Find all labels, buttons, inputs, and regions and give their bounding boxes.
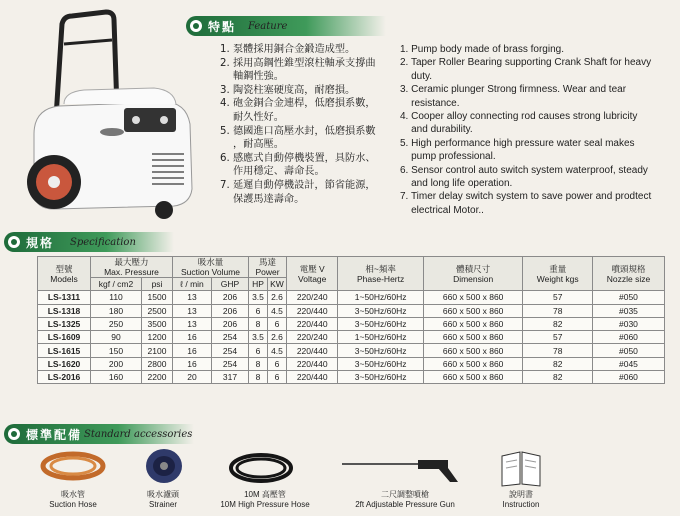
th-pressure: 最大壓力 Max. Pressure bbox=[91, 257, 173, 278]
table-cell: #045 bbox=[592, 357, 664, 370]
th-nozzle: 噴頭規格 Nozzle size bbox=[592, 257, 664, 291]
table-cell: 220/240 bbox=[287, 331, 338, 344]
spec-header bbox=[4, 232, 174, 252]
th-weight: 重量 Weight kgs bbox=[523, 257, 592, 291]
feature-line: 保護馬達壽命。 bbox=[220, 193, 305, 205]
spec-title-en: Specification bbox=[70, 237, 136, 248]
th-models: 型號 Models bbox=[38, 257, 91, 291]
table-cell: LS-2016 bbox=[38, 371, 91, 384]
table-row bbox=[38, 371, 665, 384]
table-cell: 16 bbox=[173, 357, 212, 370]
table-cell: 220/440 bbox=[287, 357, 338, 370]
feature-line: duty. bbox=[400, 70, 433, 82]
bullet-icon bbox=[190, 20, 202, 32]
table-cell: 6 bbox=[268, 317, 287, 330]
table-cell: 6 bbox=[249, 344, 268, 357]
th-power: 馬達 Power bbox=[249, 257, 287, 278]
table-cell: 82 bbox=[523, 357, 592, 370]
table-cell: 1500 bbox=[142, 291, 173, 304]
table-cell: 6 bbox=[268, 371, 287, 384]
table-cell: 254 bbox=[212, 357, 249, 370]
table-cell: 2200 bbox=[142, 371, 173, 384]
table-cell: 660 x 500 x 860 bbox=[423, 357, 523, 370]
table-cell: #035 bbox=[592, 304, 664, 317]
table-cell: 8 bbox=[249, 371, 268, 384]
feature-title-en: Feature bbox=[248, 21, 288, 32]
strainer-image bbox=[142, 446, 186, 486]
table-cell: 3.5 bbox=[249, 331, 268, 344]
table-cell: 2100 bbox=[142, 344, 173, 357]
table-cell: LS-1620 bbox=[38, 357, 91, 370]
table-cell: 20 bbox=[173, 371, 212, 384]
table-cell: 4.5 bbox=[268, 304, 287, 317]
accessory-high-pressure-hose: 10M 高壓管 10M High Pressure Hose bbox=[220, 490, 310, 509]
th-lmin: ℓ / min bbox=[173, 278, 212, 291]
feature-line: 1. 泵體採用銅合金鍛造成型。 bbox=[220, 44, 356, 55]
accessory-instruction: 說明書 Instruction bbox=[502, 490, 540, 509]
table-cell: #050 bbox=[592, 344, 664, 357]
features-zh-list bbox=[220, 43, 395, 206]
table-cell: 82 bbox=[523, 371, 592, 384]
table-cell: 16 bbox=[173, 344, 212, 357]
table-cell: 206 bbox=[212, 317, 249, 330]
table-cell: 13 bbox=[173, 291, 212, 304]
pressure-gun-image bbox=[338, 454, 468, 484]
spec-title-zh: 規格 bbox=[26, 236, 55, 250]
feature-line: 3. Ceramic plunger Strong firmness. Wear and tear bbox=[400, 84, 627, 96]
table-cell: 1~50Hz/60Hz bbox=[338, 331, 423, 344]
suction-hose-image bbox=[38, 448, 108, 488]
table-cell: #050 bbox=[592, 291, 664, 304]
table-cell: 220/440 bbox=[287, 371, 338, 384]
feature-line: 2. Taper Roller Bearing supporting Crank Shaft for heavy bbox=[400, 57, 652, 69]
table-cell: 660 x 500 x 860 bbox=[423, 304, 523, 317]
table-cell: 3.5 bbox=[249, 291, 268, 304]
feature-line: and durability. bbox=[400, 124, 473, 136]
table-cell: LS-1311 bbox=[38, 291, 91, 304]
feature-line: 7. 延遲自動停機設計，節省能源， bbox=[220, 179, 376, 191]
th-phase: 相~頻率 Phase-Hertz bbox=[338, 257, 423, 291]
accessories-header bbox=[4, 424, 194, 444]
table-cell: 82 bbox=[523, 317, 592, 330]
table-row bbox=[38, 344, 665, 357]
table-cell: LS-1615 bbox=[38, 344, 91, 357]
feature-header bbox=[186, 16, 386, 36]
features-en-list bbox=[400, 43, 675, 217]
table-row bbox=[38, 291, 665, 304]
table-cell: 1~50Hz/60Hz bbox=[338, 291, 423, 304]
feature-title-zh: 特點 bbox=[208, 20, 237, 34]
spec-table bbox=[37, 256, 665, 384]
table-cell: 160 bbox=[91, 371, 142, 384]
feature-line: electrical Motor.. bbox=[400, 204, 484, 216]
accessories-title-en: Standard accessories bbox=[84, 429, 193, 440]
feature-line: 6. 感應式自動停機裝置，具防水、 bbox=[220, 152, 376, 164]
table-cell: 13 bbox=[173, 317, 212, 330]
table-cell: 200 bbox=[91, 357, 142, 370]
table-cell: 2800 bbox=[142, 357, 173, 370]
table-cell: 317 bbox=[212, 371, 249, 384]
table-cell: 150 bbox=[91, 344, 142, 357]
feature-line: 7. Timer delay switch system to save power and prodtect bbox=[400, 191, 652, 203]
feature-line: 4. 砲金銅合金連桿，低磨損系數， bbox=[220, 98, 376, 110]
table-cell: 660 x 500 x 860 bbox=[423, 344, 523, 357]
feature-line: ，耐高壓。 bbox=[220, 139, 284, 151]
table-cell: 3~50Hz/60Hz bbox=[338, 371, 423, 384]
table-row bbox=[38, 331, 665, 344]
table-cell: 3~50Hz/60Hz bbox=[338, 344, 423, 357]
table-row bbox=[38, 317, 665, 330]
th-hp: HP bbox=[249, 278, 268, 291]
feature-line: 5. High performance high pressure water seal makes bbox=[400, 137, 635, 149]
table-cell: 254 bbox=[212, 331, 249, 344]
table-cell: 8 bbox=[249, 357, 268, 370]
table-cell: 13 bbox=[173, 304, 212, 317]
feature-line: resistance. bbox=[400, 97, 460, 109]
table-cell: 3~50Hz/60Hz bbox=[338, 317, 423, 330]
table-cell: 220/440 bbox=[287, 304, 338, 317]
table-cell: 220/440 bbox=[287, 344, 338, 357]
table-cell: 660 x 500 x 860 bbox=[423, 331, 523, 344]
feature-line: 5. 德國進口高壓水封，低磨損系數 bbox=[220, 125, 376, 137]
table-cell: 660 x 500 x 860 bbox=[423, 291, 523, 304]
table-cell: 660 x 500 x 860 bbox=[423, 317, 523, 330]
feature-line: 6. Sensor control auto switch system waterproof, steady bbox=[400, 164, 648, 176]
accessories-title-zh: 標準配備 bbox=[26, 428, 83, 442]
feature-line: and long life operation. bbox=[400, 178, 513, 190]
feature-line: 2. 採用高鋼性錐型滾柱軸承支撐曲 bbox=[220, 57, 376, 69]
th-kw: KW bbox=[268, 278, 287, 291]
feature-line: 軸鋼性強。 bbox=[220, 71, 284, 83]
table-cell: LS-1325 bbox=[38, 317, 91, 330]
table-row bbox=[38, 357, 665, 370]
instruction-manual-image bbox=[498, 448, 544, 488]
table-cell: #060 bbox=[592, 331, 664, 344]
table-cell: 206 bbox=[212, 304, 249, 317]
table-cell: 660 x 500 x 860 bbox=[423, 371, 523, 384]
accessory-suction-hose: 吸水管 Suction Hose bbox=[49, 490, 97, 509]
th-suction: 吸水量 Suction Volume bbox=[173, 257, 249, 278]
table-cell: 16 bbox=[173, 331, 212, 344]
table-cell: 6 bbox=[249, 304, 268, 317]
table-cell: LS-1609 bbox=[38, 331, 91, 344]
table-cell: 90 bbox=[91, 331, 142, 344]
table-cell: 2.6 bbox=[268, 331, 287, 344]
table-cell: 3~50Hz/60Hz bbox=[338, 304, 423, 317]
table-cell: 3~50Hz/60Hz bbox=[338, 357, 423, 370]
table-cell: 250 bbox=[91, 317, 142, 330]
high-pressure-hose-image bbox=[226, 448, 296, 488]
feature-line: 作用穩定、壽命長。 bbox=[220, 166, 325, 178]
th-gph: GHP bbox=[212, 278, 249, 291]
table-cell: 57 bbox=[523, 291, 592, 304]
table-cell: 180 bbox=[91, 304, 142, 317]
bullet-icon bbox=[8, 428, 20, 440]
th-psi: psi bbox=[142, 278, 173, 291]
table-cell: 78 bbox=[523, 344, 592, 357]
th-voltage: 電壓 V Voltage bbox=[287, 257, 338, 291]
table-cell: 2500 bbox=[142, 304, 173, 317]
table-cell: 6 bbox=[268, 357, 287, 370]
table-cell: 110 bbox=[91, 291, 142, 304]
table-cell: 1200 bbox=[142, 331, 173, 344]
table-cell: 8 bbox=[249, 317, 268, 330]
table-cell: 220/440 bbox=[287, 317, 338, 330]
feature-line: 4. Cooper alloy connecting rod causes strong lubricity bbox=[400, 111, 638, 123]
table-cell: 57 bbox=[523, 331, 592, 344]
feature-line: 1. Pump body made of brass forging. bbox=[400, 44, 564, 55]
table-cell: 254 bbox=[212, 344, 249, 357]
table-cell: 4.5 bbox=[268, 344, 287, 357]
accessory-pressure-gun: 二尺調整噴槍 2ft Adjustable Pressure Gun bbox=[355, 490, 455, 509]
th-dimension: 體積尺寸 Dimension bbox=[423, 257, 523, 291]
th-kgf: kgf / cm2 bbox=[91, 278, 142, 291]
table-row bbox=[38, 304, 665, 317]
table-cell: 78 bbox=[523, 304, 592, 317]
accessory-strainer: 吸水濾頭 Strainer bbox=[147, 490, 179, 509]
feature-line: 耐久性好。 bbox=[220, 111, 284, 123]
bullet-icon bbox=[8, 236, 20, 248]
table-cell: 3500 bbox=[142, 317, 173, 330]
feature-line: pump professional. bbox=[400, 151, 496, 163]
table-cell: 220/240 bbox=[287, 291, 338, 304]
pressure-washer-image bbox=[14, 4, 194, 224]
table-cell: 2.6 bbox=[268, 291, 287, 304]
table-cell: 206 bbox=[212, 291, 249, 304]
table-cell: #030 bbox=[592, 317, 664, 330]
feature-line: 3. 陶瓷柱塞硬度高，耐磨損。 bbox=[220, 84, 356, 96]
table-cell: LS-1318 bbox=[38, 304, 91, 317]
table-cell: #060 bbox=[592, 371, 664, 384]
